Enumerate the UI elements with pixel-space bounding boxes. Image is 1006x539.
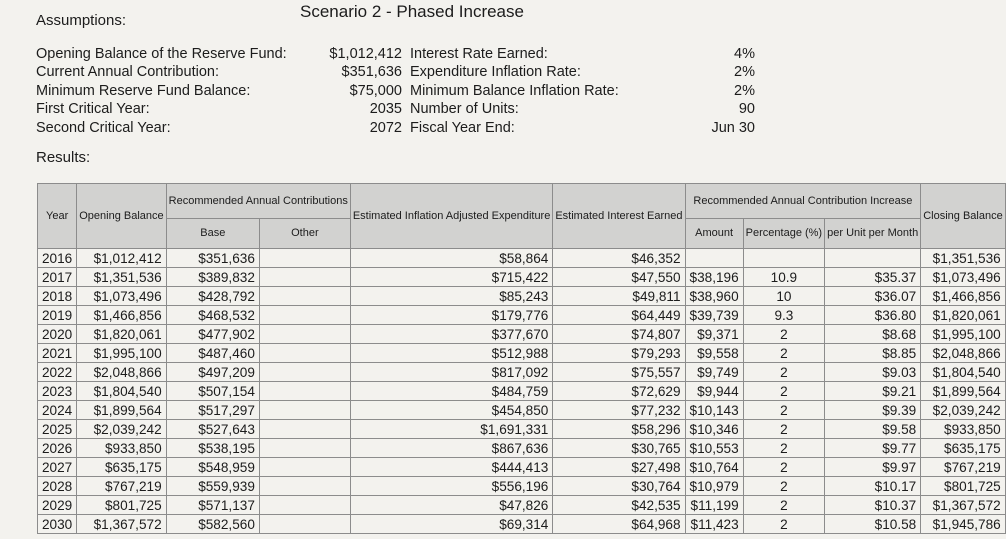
year-cell: 2018: [38, 287, 77, 306]
header-recommended-contributions: Recommended Annual Contributions: [166, 184, 350, 219]
assumption-value: Jun 30: [711, 119, 755, 136]
interest-cell: $30,765: [553, 439, 685, 458]
interest-cell: $79,293: [553, 344, 685, 363]
expenditure-cell: $85,243: [350, 287, 553, 306]
percentage-cell: 10.9: [743, 268, 824, 287]
interest-cell: $30,764: [553, 477, 685, 496]
amount-cell: $10,979: [685, 477, 743, 496]
amount-cell: $10,553: [685, 439, 743, 458]
per-unit-cell: $9.21: [825, 382, 921, 401]
per-unit-cell: $9.77: [825, 439, 921, 458]
table-row: [38, 458, 1006, 477]
opening-balance-cell: $635,175: [77, 458, 166, 477]
header-base: Base: [166, 219, 259, 249]
other-cell: [259, 420, 350, 439]
expenditure-cell: $47,826: [350, 496, 553, 515]
table-row: [38, 344, 1006, 363]
assumptions-left-values: [296, 45, 402, 137]
percentage-cell: 2: [743, 325, 824, 344]
assumption-label: Interest Rate Earned:: [410, 46, 548, 62]
table-row: [38, 249, 1006, 268]
opening-balance-cell: $1,351,536: [77, 268, 166, 287]
expenditure-cell: $556,196: [350, 477, 553, 496]
closing-balance-cell: $767,219: [921, 458, 1006, 477]
header-percentage: Percentage (%): [743, 219, 824, 249]
header-other: Other: [259, 219, 350, 249]
interest-cell: $74,807: [553, 325, 685, 344]
interest-cell: $77,232: [553, 401, 685, 420]
other-cell: [259, 458, 350, 477]
table-row: [38, 382, 1006, 401]
per-unit-cell: $8.85: [825, 344, 921, 363]
per-unit-cell: $9.97: [825, 458, 921, 477]
results-body: [38, 249, 1006, 534]
base-cell: $548,959: [166, 458, 259, 477]
per-unit-cell: $10.17: [825, 477, 921, 496]
assumption-value: 2%: [734, 82, 755, 99]
other-cell: [259, 382, 350, 401]
year-cell: 2020: [38, 325, 77, 344]
assumption-label: Fiscal Year End:: [410, 119, 515, 136]
assumption-value: $351,636: [341, 64, 402, 81]
expenditure-cell: $454,850: [350, 401, 553, 420]
opening-balance-cell: $2,039,242: [77, 420, 166, 439]
per-unit-cell: $8.68: [825, 325, 921, 344]
table-row: [38, 287, 1006, 306]
expenditure-cell: $867,636: [350, 439, 553, 458]
per-unit-cell: $10.58: [825, 515, 921, 534]
table-row: [38, 496, 1006, 515]
base-cell: $487,460: [166, 344, 259, 363]
opening-balance-cell: $1,804,540: [77, 382, 166, 401]
table-row: [38, 420, 1006, 439]
table-row: [38, 268, 1006, 287]
closing-balance-cell: $1,899,564: [921, 382, 1006, 401]
base-cell: $428,792: [166, 287, 259, 306]
opening-balance-cell: $933,850: [77, 439, 166, 458]
expenditure-cell: $484,759: [350, 382, 553, 401]
header-amount: Amount: [685, 219, 743, 249]
other-cell: [259, 515, 350, 534]
assumption-label: Second Critical Year:: [36, 119, 171, 136]
header-per-unit: per Unit per Month: [825, 219, 921, 249]
opening-balance-cell: $1,012,412: [77, 249, 166, 268]
percentage-cell: 2: [743, 420, 824, 439]
assumption-value: $75,000: [349, 82, 402, 99]
year-cell: 2028: [38, 477, 77, 496]
amount-cell: $38,960: [685, 287, 743, 306]
year-cell: 2019: [38, 306, 77, 325]
expenditure-cell: $179,776: [350, 306, 553, 325]
year-cell: 2029: [38, 496, 77, 515]
closing-balance-cell: $635,175: [921, 439, 1006, 458]
other-cell: [259, 344, 350, 363]
base-cell: $389,832: [166, 268, 259, 287]
interest-cell: $72,629: [553, 382, 685, 401]
opening-balance-cell: $2,048,866: [77, 363, 166, 382]
closing-balance-cell: $1,466,856: [921, 287, 1006, 306]
amount-cell: $10,346: [685, 420, 743, 439]
assumption-label: Expenditure Inflation Rate:: [410, 64, 581, 81]
assumption-value: 2072: [369, 119, 402, 136]
opening-balance-cell: $1,995,100: [77, 344, 166, 363]
amount-cell: $9,371: [685, 325, 743, 344]
base-cell: $571,137: [166, 496, 259, 515]
amount-cell: [685, 249, 743, 268]
table-row: [38, 306, 1006, 325]
closing-balance-cell: $1,820,061: [921, 306, 1006, 325]
other-cell: [259, 363, 350, 382]
assumption-value: 2%: [734, 64, 755, 81]
year-cell: 2022: [38, 363, 77, 382]
interest-cell: $27,498: [553, 458, 685, 477]
interest-cell: $47,550: [553, 268, 685, 287]
amount-cell: $9,558: [685, 344, 743, 363]
assumption-value: $1,012,412: [329, 46, 402, 62]
percentage-cell: 2: [743, 515, 824, 534]
header-year: Year: [38, 184, 77, 249]
interest-cell: $58,296: [553, 420, 685, 439]
other-cell: [259, 496, 350, 515]
percentage-cell: 2: [743, 401, 824, 420]
other-cell: [259, 249, 350, 268]
amount-cell: $10,143: [685, 401, 743, 420]
amount-cell: $39,739: [685, 306, 743, 325]
year-cell: 2017: [38, 268, 77, 287]
assumption-label: Number of Units:: [410, 101, 519, 118]
closing-balance-cell: $2,039,242: [921, 401, 1006, 420]
percentage-cell: 10: [743, 287, 824, 306]
closing-balance-cell: $933,850: [921, 420, 1006, 439]
results-heading: Results:: [36, 149, 91, 166]
assumption-value: 2035: [369, 101, 402, 118]
assumptions-left-labels: [36, 45, 287, 137]
base-cell: $351,636: [166, 249, 259, 268]
amount-cell: $10,764: [685, 458, 743, 477]
year-cell: 2030: [38, 515, 77, 534]
closing-balance-cell: $2,048,866: [921, 344, 1006, 363]
opening-balance-cell: $1,073,496: [77, 287, 166, 306]
expenditure-cell: $58,864: [350, 249, 553, 268]
closing-balance-cell: $801,725: [921, 477, 1006, 496]
table-row: [38, 477, 1006, 496]
percentage-cell: 2: [743, 344, 824, 363]
assumption-value: 90: [738, 101, 755, 118]
base-cell: $538,195: [166, 439, 259, 458]
base-cell: $582,560: [166, 515, 259, 534]
percentage-cell: [743, 249, 824, 268]
expenditure-cell: $817,092: [350, 363, 553, 382]
percentage-cell: 2: [743, 363, 824, 382]
year-cell: 2016: [38, 249, 77, 268]
base-cell: $507,154: [166, 382, 259, 401]
page-title: Scenario 2 - Phased Increase: [300, 2, 524, 21]
assumption-value: 4%: [734, 46, 755, 62]
base-cell: $527,643: [166, 420, 259, 439]
table-row: [38, 515, 1006, 534]
percentage-cell: 2: [743, 477, 824, 496]
opening-balance-cell: $1,820,061: [77, 325, 166, 344]
interest-cell: $64,449: [553, 306, 685, 325]
assumption-label: Opening Balance of the Reserve Fund:: [36, 46, 287, 62]
per-unit-cell: [825, 249, 921, 268]
amount-cell: $9,749: [685, 363, 743, 382]
closing-balance-cell: $1,945,786: [921, 515, 1006, 534]
table-row: [38, 439, 1006, 458]
base-cell: $517,297: [166, 401, 259, 420]
opening-balance-cell: $801,725: [77, 496, 166, 515]
per-unit-cell: $36.80: [825, 306, 921, 325]
year-cell: 2021: [38, 344, 77, 363]
other-cell: [259, 477, 350, 496]
header-opening-balance: Opening Balance: [77, 184, 166, 249]
other-cell: [259, 401, 350, 420]
table-row: [38, 325, 1006, 344]
expenditure-cell: $512,988: [350, 344, 553, 363]
opening-balance-cell: $767,219: [77, 477, 166, 496]
year-cell: 2027: [38, 458, 77, 477]
per-unit-cell: $9.39: [825, 401, 921, 420]
expenditure-cell: $69,314: [350, 515, 553, 534]
opening-balance-cell: $1,466,856: [77, 306, 166, 325]
header-closing-balance: Closing Balance: [921, 184, 1006, 249]
amount-cell: $11,423: [685, 515, 743, 534]
assumptions-right-labels: [410, 45, 619, 137]
other-cell: [259, 268, 350, 287]
closing-balance-cell: $1,073,496: [921, 268, 1006, 287]
expenditure-cell: $715,422: [350, 268, 553, 287]
percentage-cell: 2: [743, 382, 824, 401]
per-unit-cell: $9.03: [825, 363, 921, 382]
assumption-label: Current Annual Contribution:: [36, 64, 219, 81]
expenditure-cell: $444,413: [350, 458, 553, 477]
percentage-cell: 2: [743, 458, 824, 477]
header-estimated-interest: Estimated Interest Earned: [553, 184, 685, 249]
interest-cell: $64,968: [553, 515, 685, 534]
amount-cell: $11,199: [685, 496, 743, 515]
header-estimated-inflation: Estimated Inflation Adjusted Expenditure: [350, 184, 553, 249]
interest-cell: $49,811: [553, 287, 685, 306]
per-unit-cell: $35.37: [825, 268, 921, 287]
assumption-label: Minimum Balance Inflation Rate:: [410, 82, 619, 99]
closing-balance-cell: $1,351,536: [921, 249, 1006, 268]
amount-cell: $9,944: [685, 382, 743, 401]
expenditure-cell: $1,691,331: [350, 420, 553, 439]
percentage-cell: 9.3: [743, 306, 824, 325]
header-recommended-increase: Recommended Annual Contribution Increase: [685, 184, 921, 219]
table-row: [38, 363, 1006, 382]
other-cell: [259, 287, 350, 306]
other-cell: [259, 439, 350, 458]
assumption-label: Minimum Reserve Fund Balance:: [36, 82, 251, 99]
table-row: [38, 401, 1006, 420]
amount-cell: $38,196: [685, 268, 743, 287]
year-cell: 2023: [38, 382, 77, 401]
interest-cell: $46,352: [553, 249, 685, 268]
results-table: [37, 183, 1006, 534]
per-unit-cell: $9.58: [825, 420, 921, 439]
base-cell: $497,209: [166, 363, 259, 382]
year-cell: 2024: [38, 401, 77, 420]
year-cell: 2026: [38, 439, 77, 458]
opening-balance-cell: $1,899,564: [77, 401, 166, 420]
other-cell: [259, 325, 350, 344]
other-cell: [259, 306, 350, 325]
opening-balance-cell: $1,367,572: [77, 515, 166, 534]
per-unit-cell: $10.37: [825, 496, 921, 515]
closing-balance-cell: $1,995,100: [921, 325, 1006, 344]
base-cell: $559,939: [166, 477, 259, 496]
closing-balance-cell: $1,804,540: [921, 363, 1006, 382]
interest-cell: $42,535: [553, 496, 685, 515]
year-cell: 2025: [38, 420, 77, 439]
per-unit-cell: $36.07: [825, 287, 921, 306]
base-cell: $477,902: [166, 325, 259, 344]
percentage-cell: 2: [743, 496, 824, 515]
expenditure-cell: $377,670: [350, 325, 553, 344]
interest-cell: $75,557: [553, 363, 685, 382]
closing-balance-cell: $1,367,572: [921, 496, 1006, 515]
percentage-cell: 2: [743, 439, 824, 458]
base-cell: $468,532: [166, 306, 259, 325]
assumptions-right-values: [680, 45, 755, 137]
assumption-label: First Critical Year:: [36, 101, 150, 118]
assumptions-heading: Assumptions:: [36, 12, 127, 29]
